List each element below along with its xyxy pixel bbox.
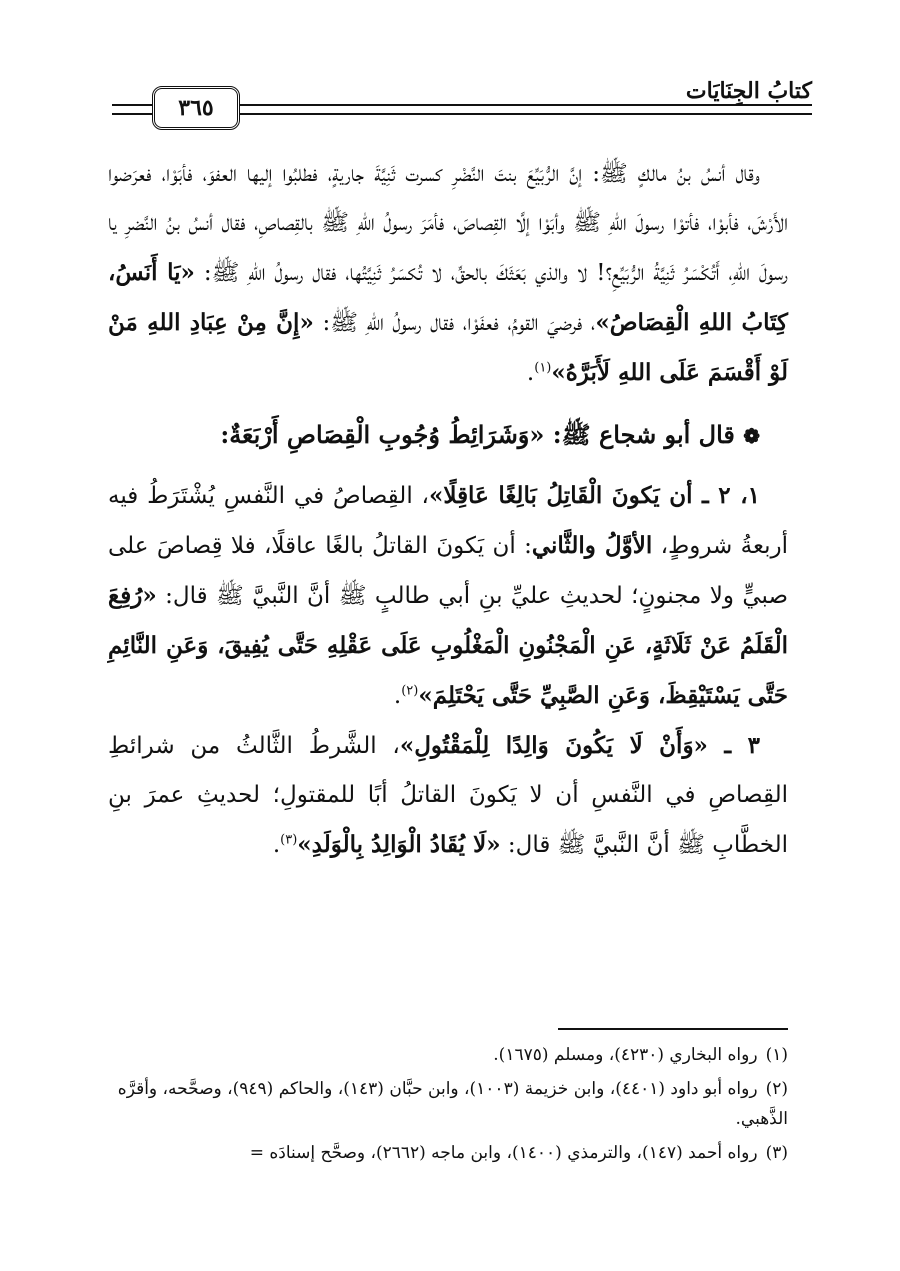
section-heading xyxy=(108,410,788,461)
footnote-text: رواه أبو داود (٤٤٠١)، وابن خزيمة (١٠٠٣)، وابن حبَّان (١٤٣)، والحاكم (٩٤٩)، وصحَّحه، وأقرَّه الذَّهبي. xyxy=(117,1079,788,1129)
footnote-ref-3[interactable]: (٣) xyxy=(280,832,298,848)
section-title: «وَشَرَائِطُ وُجُوبِ الْقِصَاصِ أَرْبَعَةٌ: xyxy=(220,420,545,449)
footnote-text: رواه أحمد (١٤٧)، والترمذي (١٤٠٠)، وابن ماجه (٢٦٦٢)، وصحَّح إسنادَه = xyxy=(249,1143,758,1163)
footnote-number: (١) xyxy=(765,1045,788,1065)
p1-text-c: ، فرضيَ القومُ، فعفَوْا، فقال رسولُ اللهِ ﷺ: xyxy=(313,310,596,336)
paragraph-2 xyxy=(108,471,788,721)
p3-hadith: «لَا يُقَادُ الْوَالِدُ بِالْوَلَدِ» xyxy=(297,831,501,858)
section-lead: قال أبو شجاع ﷺ: xyxy=(544,420,735,449)
p1-quote-a: «يَا أَنَسُ، كِتَابُ اللهِ الْقِصَاصُ» xyxy=(108,259,788,336)
footnote-2 xyxy=(108,1074,788,1134)
p2-condition: ١، ٢ ـ أن يَكونَ الْقَاتِلُ بَالِغًا عَاقِلًا» xyxy=(428,482,760,509)
book-title: كتابُ الجِنَايَات xyxy=(676,78,812,104)
p3-condition: ٣ ـ «وَأَنْ لَا يَكُونَ وَالِدًا لِلْمَقْتُولِ» xyxy=(399,732,760,759)
footnote-1 xyxy=(108,1040,788,1070)
ornament-icon: ❁ xyxy=(743,424,760,448)
footnote-ref-1[interactable]: (١) xyxy=(534,360,552,376)
paragraph-1 xyxy=(108,150,788,398)
footnote-ref-2[interactable]: (٢) xyxy=(401,683,419,699)
paragraph-3 xyxy=(108,721,788,870)
page-number: ٣٦٥ xyxy=(178,95,214,121)
p2-label: الأوَّلُ والثَّاني xyxy=(531,532,653,559)
page-number-frame xyxy=(152,86,240,130)
p2-end: . xyxy=(393,683,402,709)
footnote-text: رواه البخاري (٤٢٣٠)، ومسلم (١٦٧٥). xyxy=(493,1045,758,1065)
footnote-3 xyxy=(108,1138,788,1168)
p3-end: . xyxy=(272,832,281,858)
page-header xyxy=(112,70,812,130)
main-text xyxy=(108,150,788,870)
p1-quote-b: «إِنَّ مِنْ عِبَادِ اللهِ مَنْ لَوْ أَقْسَمَ عَلَى اللهِ لَأَبَرَّهُ» xyxy=(108,309,788,386)
p1-end: . xyxy=(526,360,535,386)
footnote-number: (٣) xyxy=(765,1143,788,1163)
p2-text-b: ، القِصاصُ في النَّفسِ يُشْتَرَطُ فيه أربعةُ شروطٍ، xyxy=(108,483,788,559)
p3-text-b: ، الشَّرطُ الثَّالثُ من شرائطِ القِصاصِ في النَّفسِ أن لا يَكونَ القاتلُ أبًا للمقتولِ؛ لحديثِ عمرَ بنِ الخطَّابِ ﷺ أنَّ النَّبيَّ ﷺ قال: xyxy=(108,733,788,858)
p1-text-a: وقال أنسُ بنُ مالكٍ ﷺ: إنَّ الرُّبَيِّعَ بنتَ النَّضْرِ كسرت ثَنِيَّةَ جاريةٍ، فطلبُوا إليها العفوَ، فأبَوْا، فعرَضوا الأَرْشَ، فأبوْا، فأتوْا رسولَ اللهِ ﷺ وأبَوْا إلَّا القِصاصَ، فأمَرَ رسولُ اللهِ ﷺ بالقِصاصِ، فقال أنسُ بنُ النَّضرِ يا رسولَ اللهِ، أَتُكْسَرُ ثَنِيَّةُ الرُّبَيِّعِ؟! لا والذي بَعَثَكَ بالحقِّ، لا تُكسَرُ ثَنِيَّتُها، فقال رسولُ اللهِ ﷺ: xyxy=(108,161,788,286)
footnote-divider xyxy=(558,1028,788,1030)
footnote-number: (٢) xyxy=(765,1079,788,1099)
p2-hadith: «رُفِعَ الْقَلَمُ عَنْ ثَلَاثَةٍ، عَنِ الْمَجْنُونِ الْمَغْلُوبِ عَلَى عَقْلِهِ حَتَّى يُفِيقَ، وَعَنِ النَّائِمِ حَتَّى يَسْتَيْقِظَ، وَعَنِ الصَّبِيِّ حَتَّى يَحْتَلِمَ» xyxy=(108,582,788,709)
footnotes xyxy=(108,1040,788,1172)
p2-text-d: : أن يَكونَ القاتلُ بالغًا عاقلًا، فلا قِصاصَ على صبيٍّ ولا مجنونٍ؛ لحديثِ عليِّ بنِ أبي طالبٍ ﷺ أنَّ النَّبيَّ ﷺ قال: xyxy=(108,533,788,609)
